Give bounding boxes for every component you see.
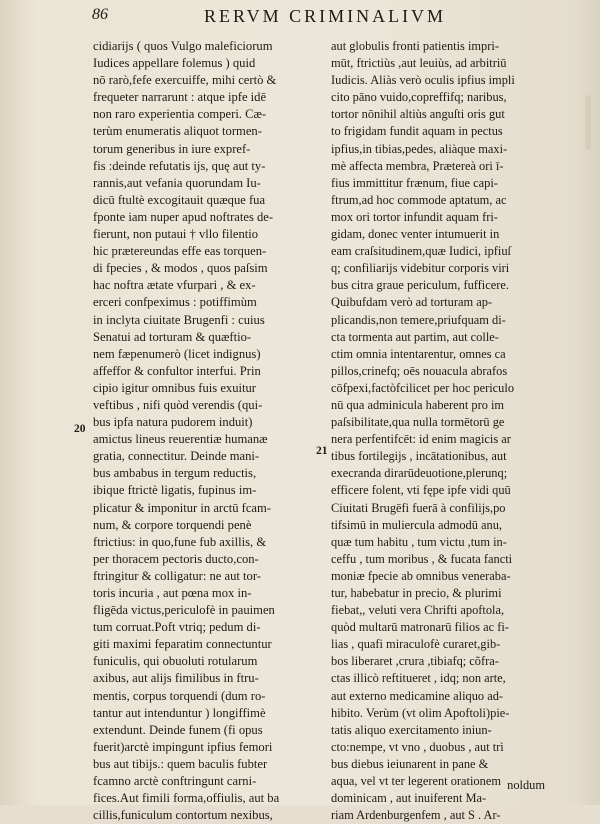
text-line: tortor nōnihil altiùs anguſti oris gut [331, 107, 505, 122]
text-line: num, & corpore torquendi penè [93, 517, 252, 532]
text-line: nera perfentifcēt: id enim magicis ar [331, 432, 511, 447]
text-line: mentis, corpus torquendi (dum ro- [93, 688, 266, 703]
page-blemish [585, 95, 591, 150]
text-line: amictus lineus reuerentiæ humanæ [93, 432, 268, 447]
text-line: fiebat,, veluti vera Chrifti apoftola, [331, 603, 505, 618]
text-line: fcamno arctè conftringunt carni- [93, 774, 257, 789]
text-line: quòd multarū matronarū filios ac fi- [331, 620, 509, 635]
text-line: cipio igitur omnibus fuis exuitur [93, 380, 257, 395]
text-line: bos liberaret ,crura ,tibiafq; cõfra- [331, 654, 499, 669]
text-line: cillis,funiculum contortum nexibus, [93, 808, 273, 823]
text-line: moniæ fpecie ab omnibus veneraba- [331, 568, 511, 583]
right-text-column [331, 38, 550, 824]
text-line: dominicam , aut inuiferent Ma- [331, 791, 487, 806]
text-line: per thoracem pectoris ducto,con- [93, 551, 259, 566]
text-line: bus ipfa natura pudorem induit) [93, 415, 253, 430]
text-line: affeffor & confultor interfui. Prin [93, 363, 261, 378]
text-line: dicū ftultè excogitauit quæque fua [93, 192, 266, 207]
margin-note-right: 21 [316, 445, 328, 457]
text-line: gidam, donec venter intumuerit in [331, 227, 500, 242]
text-line: nō rarò,fefe exercuiffe, mihi certò & [93, 73, 277, 88]
text-line: veftibus , nifi quòd verendis (qui- [93, 397, 263, 412]
catchword: noldum [507, 778, 545, 792]
text-line: plicatur & imponitur in arctū fcam- [93, 500, 272, 515]
text-line: fuerit)arctè impingunt ipfius femori [93, 739, 273, 754]
text-line: aut externo medicamine aliquo ad- [331, 688, 504, 703]
text-line: gratia, connectitur. Deinde mani- [93, 449, 260, 464]
text-line: fponte iam nuper apud noftrates de- [93, 209, 274, 224]
text-line: tantur aut intenduntur ) longiffimè [93, 705, 266, 720]
text-line: riam Ardenburgenfem , aut S . Ar- [331, 808, 501, 823]
text-line: paſsibilitate,qua nulla tormētorū ge [331, 415, 505, 430]
text-line: ipfius,in tibias,pedes, aliàque maxi- [331, 141, 508, 156]
text-line: non raro experientia comperi. Cæ- [93, 107, 267, 122]
text-line: aut globulis fronti patientis impri- [331, 39, 499, 53]
text-line: eam craſsitudinem,quæ Iudici, ipfiuſ [331, 244, 511, 259]
text-line: plicandis,non temere,priufquam di- [331, 312, 506, 327]
text-line: bus ambabus in tergum reductis, [93, 466, 257, 481]
text-line: cito pāno vuido,copreffifq; naribus, [331, 90, 507, 105]
text-line: Iudicis. Aliàs verò oculis ipfius impli [331, 73, 515, 88]
page-header [92, 6, 522, 30]
text-line: fices.Aut fimili forma,offiulis, aut ba [93, 791, 280, 806]
text-line: toris incuria , aut pœna mox in- [93, 586, 252, 600]
text-line: ftrum,ad hoc commode aptatum, ac [331, 192, 507, 207]
text-line: frequeter narrarunt : atque ipfe idē [93, 90, 267, 105]
text-line: cōfpexi,factòfcilicet per hoc periculo [331, 380, 515, 395]
text-line: ctim omnia intentarentur, omnes ca [331, 346, 506, 361]
text-line: nem fæpenumerò (licet indignus) [93, 346, 261, 361]
text-line: di fpecies , & modos , quos paſsim [93, 261, 268, 276]
text-line: tum corruat.Poft vtriq; pedum di- [93, 620, 261, 635]
text-line: ftrictius: in quo,fune fub axillis, & [93, 534, 267, 549]
text-line: Quibufdam verò ad torturam ap- [331, 295, 493, 310]
text-line: rannis,aut vefania quorundam Iu- [93, 175, 261, 190]
text-line: nū qua adminicula haberent pro im [331, 397, 505, 412]
text-line: pillos,crinefq; oēs nouacula abrafos [331, 363, 508, 378]
text-line: in inclyta ciuitate Brugenfi : cuius [93, 312, 265, 327]
text-line: axibus, aut alijs fimilibus in ftru- [93, 671, 259, 686]
text-line: Senatui ad torturam & quæftio- [93, 329, 252, 344]
text-line: efficere folent, vti fępe ipfe vidi quū [331, 483, 511, 498]
text-line: mūt, ftrictiùs ,aut leuiùs, ad arbitriū [331, 56, 507, 71]
text-line: lias , quafi miraculofè curaret,gib- [331, 637, 501, 652]
text-line: tifsimū in muliercula admodū anu, [331, 517, 503, 532]
text-line: ibique ftrictè ligatis, fupinus im- [93, 483, 257, 498]
text-line: cidiarijs ( quos Vulgo maleficiorum [93, 39, 273, 53]
text-line: tatis aliquo exercitamento iniun- [331, 722, 492, 737]
text-line: bus citra graue periculum, fufficere. [331, 278, 509, 293]
text-line: Iudices appellare folemus ) quid [93, 56, 256, 71]
text-line: quæ tum habitu , tum victu ,tum in- [331, 534, 507, 549]
running-title: RERVM CRIMINALIVM [204, 6, 447, 26]
text-line: giti maximi feparatim connectuntur [93, 637, 272, 652]
folio-number: 86 [92, 6, 108, 23]
text-line: mox ori tortor infundit aquam fri- [331, 209, 498, 224]
text-line: fierunt, non putaui † vllo filentio [93, 227, 259, 242]
text-line: hic prætereundas effe eas torquen- [93, 244, 267, 259]
text-line: funiculis, qui obuoluti rotularum [93, 654, 258, 669]
text-line: hibito. Verùm (vt olim Apoftoli)pie- [331, 705, 510, 720]
text-line: bus aut tibijs.: quem baculis fubter [93, 756, 268, 771]
text-line: ctas illicò reftitueret , idq; non arte, [331, 671, 506, 686]
text-line: hac noftra ætate vfurpari , & ex- [93, 278, 256, 293]
text-line: to frigidam fundit aquam in pectus [331, 124, 503, 139]
text-line: fius immittitur frænum, fiue capi- [331, 175, 498, 190]
left-text-column [93, 38, 318, 824]
text-line: ceffu , tum moribus , & fucata fancti [331, 551, 513, 566]
text-line: cto:nempe, vt vno , duobus , aut trì [331, 739, 504, 754]
text-line: tur, habebatur in precio, & plurimi [331, 586, 502, 600]
text-line: extendunt. Deinde funem (fi opus [93, 722, 263, 737]
text-line: terùm enumeratis aliquot tormen- [93, 124, 262, 139]
text-line: bus diebus ieiunarent in pane & [331, 756, 489, 771]
text-line: Ciuitati Brugēfi fuerā à confilijs,po [331, 500, 506, 515]
text-line: aqua, vel vt ter legerent orationem [331, 774, 501, 789]
text-line: ftringitur & colligatur: ne aut tor- [93, 568, 261, 583]
text-line: fligēda victus,periculofè in pauimen [93, 603, 275, 618]
text-line: execranda dirarūdeuotione,plerunq; [331, 466, 508, 481]
text-line: tibus fortilegijs , incātationibus, aut [331, 449, 507, 464]
text-line: mè affecta membra, Prætereà ori ī- [331, 158, 504, 173]
margin-note-left: 20 [74, 423, 86, 435]
text-line: erceri confpeximus : potiffimùm [93, 295, 257, 310]
text-line: fis :deinde refutatis ijs, quę aut ty- [93, 158, 266, 173]
text-line: cta tormenta aut partim, aut colle- [331, 329, 499, 344]
text-line: q; confiliarijs videbitur corporis viri [331, 261, 510, 276]
text-line: torum generibus in iure expref- [93, 141, 251, 156]
